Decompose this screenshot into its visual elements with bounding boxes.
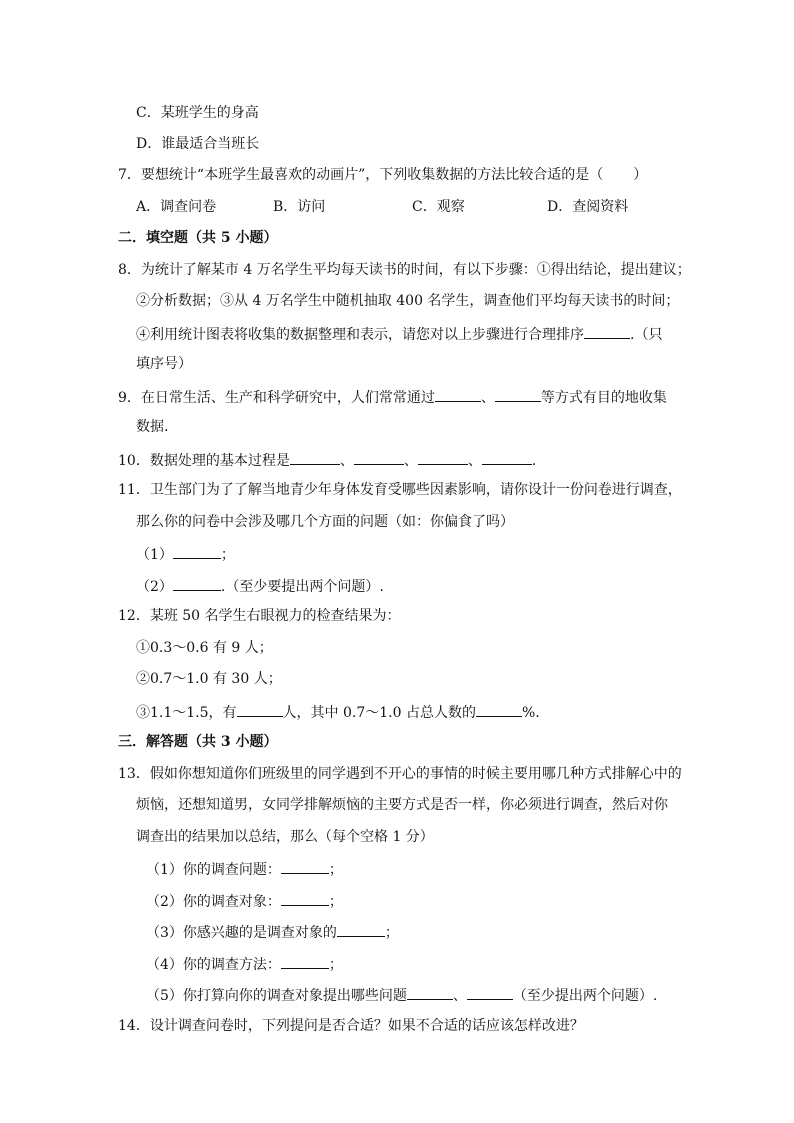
q11-part-1-end: ； (220, 547, 235, 563)
q12-line-2: ①0.3～0.6 有 9 人； (136, 640, 273, 656)
q13-line-3: 调查出的结果加以总结，那么（每个空格 1 分） (136, 829, 434, 845)
q8-line-3 (136, 324, 662, 344)
q10-sep-3: 、 (467, 453, 482, 469)
section-fill-in-title: 二．填空题（共 5 小题） (118, 230, 278, 246)
q12-line-4 (136, 702, 540, 722)
q7-option-c: C．观察 (412, 199, 465, 215)
q10-end: . (531, 453, 537, 469)
q10-sep-2: 、 (403, 453, 418, 469)
q11-part-1-label: （1） (136, 547, 173, 563)
q13-blank-6[interactable] (467, 985, 513, 1000)
q11-line-2: 那么你的问卷中会涉及哪几个方面的问题（如：你偏食了吗） (136, 514, 514, 530)
q12-blank-1[interactable] (237, 702, 283, 717)
q13-blank-1[interactable] (281, 859, 329, 874)
q11-part-2-label: （2） (136, 579, 173, 595)
q11-part-1 (136, 544, 235, 564)
q9-text-a: 9．在日常生活、生产和科学研究中，人们常常通过 (118, 390, 435, 406)
q12-blank-2[interactable] (476, 702, 522, 717)
section-answer-title: 三．解答题（共 3 小题） (118, 734, 278, 750)
q11-part-2 (136, 576, 384, 596)
q9-blank-1[interactable] (435, 387, 481, 402)
q10-blank-3[interactable] (418, 450, 468, 465)
q13-part-5-end: （至少提出两个问题）. (512, 988, 658, 1004)
q13-part-2-end: ； (328, 894, 343, 910)
q9-line-1 (118, 387, 667, 407)
q10-sep-1: 、 (339, 453, 354, 469)
q8-line-3-end: .（只 (630, 327, 663, 343)
q8-line-2: ②分析数据；③从 4 万名学生中随机抽取 400 名学生，调查他们平均每天读书的时间； (136, 293, 680, 309)
q13-part-3 (146, 922, 399, 942)
q13-part-1-end: ； (328, 862, 343, 878)
q13-part-4 (146, 954, 343, 974)
q12-line-4-c: %. (521, 705, 540, 721)
q11-part-2-end: .（至少要提出两个问题）. (220, 579, 384, 595)
q7-stem (118, 166, 647, 184)
q13-line-1: 13．假如你想知道你们班级里的同学遇到不开心的事情的时候主要用哪几种方式排解心中的 (118, 766, 682, 782)
q7-stem-text: 7．要想统计“本班学生最喜欢的动画片”，下列收集数据的方法比较合适的是（ (118, 167, 604, 183)
q12-line-4-a: ③1.1～1.5，有 (136, 705, 237, 721)
q10-line (118, 450, 536, 470)
q6-option-c: C．某班学生的身高 (136, 105, 259, 121)
q13-part-5 (146, 985, 657, 1005)
q9-line-2: 数据. (136, 419, 169, 435)
q13-part-1-label: （1）你的调查问题： (146, 862, 281, 878)
q11-blank-2[interactable] (173, 576, 221, 591)
q8-line-3-text: ④利用统计图表将收集的数据整理和表示，请您对以上步骤进行合理排序 (136, 327, 584, 343)
q13-blank-2[interactable] (281, 891, 329, 906)
q9-sep: 、 (480, 390, 495, 406)
q13-line-2: 烦恼，还想知道男，女同学排解烦恼的主要方式是否一样，你必须进行调查，然后对你 (136, 797, 668, 813)
q9-blank-2[interactable] (495, 387, 541, 402)
q7-stem-end: ） (633, 167, 648, 183)
q8-line-4: 填序号） (136, 356, 192, 372)
q10-blank-1[interactable] (290, 450, 340, 465)
q13-blank-5[interactable] (407, 985, 453, 1000)
q12-line-1: 12．某班 50 名学生右眼视力的检查结果为： (118, 608, 401, 624)
q13-part-5-label: （5）你打算向你的调查对象提出哪些问题 (146, 988, 407, 1004)
q13-part-5-sep: 、 (452, 988, 467, 1004)
q8-answer-blank[interactable] (584, 324, 630, 339)
q10-blank-2[interactable] (354, 450, 404, 465)
q13-part-4-label: （4）你的调查方法： (146, 957, 281, 973)
q14-line-1: 14．设计调查问卷时，下列提问是否合适？如果不合适的话应该怎样改进？ (118, 1018, 584, 1034)
q12-line-4-b: 人，其中 0.7～1.0 占总人数的 (282, 705, 476, 721)
q9-text-c: 等方式有目的地收集 (540, 390, 667, 406)
q10-blank-4[interactable] (482, 450, 532, 465)
q12-line-3: ②0.7～1.0 有 30 人； (136, 671, 282, 687)
q8-line-1: 8．为统计了解某市 4 万名学生平均每天读书的时间，有以下步骤：①得出结论，提出建议； (118, 262, 691, 278)
q13-part-3-end: ； (384, 925, 399, 941)
q13-part-4-end: ； (328, 957, 343, 973)
q7-option-a: A．调查问卷 (136, 199, 217, 215)
q13-part-3-label: （3）你感兴趣的是调查对象的 (146, 925, 337, 941)
q13-part-2-label: （2）你的调查对象： (146, 894, 281, 910)
q13-blank-3[interactable] (337, 922, 385, 937)
q13-part-1 (146, 859, 343, 879)
q6-option-d: D．谁最适合当班长 (136, 136, 260, 152)
q7-option-d: D．查阅资料 (547, 199, 629, 215)
q10-text: 10．数据处理的基本过程是 (118, 453, 290, 469)
q13-part-2 (146, 891, 343, 911)
q11-line-1: 11．卫生部门为了了解当地青少年身体发育受哪些因素影响，请你设计一份问卷进行调查， (118, 482, 682, 498)
q13-blank-4[interactable] (281, 954, 329, 969)
q11-blank-1[interactable] (173, 544, 221, 559)
q7-option-b: B．访问 (273, 199, 326, 215)
